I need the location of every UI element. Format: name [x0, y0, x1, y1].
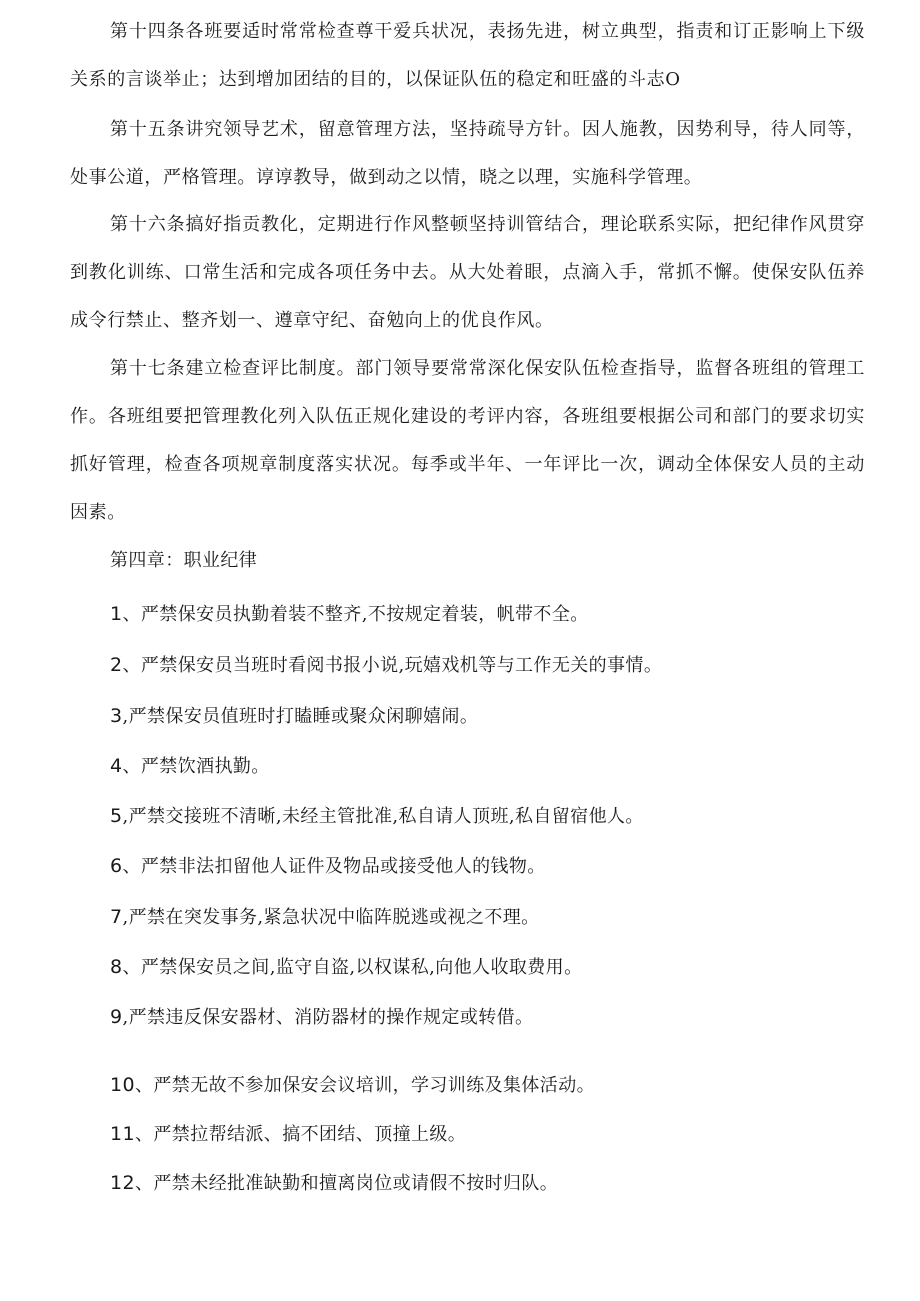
- rule-number: 10: [110, 1074, 135, 1096]
- rule-item: [110, 752, 270, 781]
- rule-separator: 、: [134, 1075, 154, 1096]
- rule-number: 8: [110, 956, 123, 978]
- rule-text: 严禁保安员执勤着装不整齐,不按规定着装，帆带不全。: [140, 604, 589, 625]
- article-14-paragraph: 第十四条各班要适时常常检查尊干爱兵状况，表扬先进，树立典型，指责和订正影响上下级关系的言谈举止；达到增加团结的目的，以保证队伍的稳定和旺盛的斗志O: [70, 21, 865, 90]
- rule-item: [110, 1120, 466, 1149]
- rule-separator: ,: [122, 806, 129, 827]
- rule-number: 1: [110, 603, 123, 625]
- rule-item: [110, 852, 546, 881]
- rule-separator: 、: [122, 756, 141, 777]
- rule-separator: 、: [122, 604, 141, 625]
- rule-text: 严禁非法扣留他人证件及物品或接受他人的钱物。: [140, 856, 546, 877]
- rule-item: [110, 802, 644, 831]
- article-15-paragraph: 第十五条讲究领导艺术，留意管理方法，坚持疏导方针。因人施教，因势利导，待人同等，处事公道，严格管理。谆谆教导，做到动之以情，晓之以理，实施科学管理。: [70, 119, 865, 188]
- chapter-title: 第四章：职业纪律: [110, 550, 258, 571]
- rule-number: 11: [110, 1123, 135, 1145]
- rule-separator: ,: [122, 907, 129, 928]
- rule-separator: ,: [122, 706, 129, 727]
- rule-number: 9: [110, 1006, 123, 1028]
- article-16-paragraph: 第十六条搞好指贡教化，定期进行作风整顿坚持训管结合，理论联系实际，把纪律作风贯穿到教化训练、口常生活和完成各项任务中去。从大处着眼，点滴入手，常抓不懈。使保安队伍养成令行禁止、整齐划一、遵章守纪、奋勉向上的优良作风。: [70, 214, 865, 331]
- rule-text: 严禁未经批准缺勤和擅离岗位或请假不按时归队。: [153, 1173, 559, 1194]
- rule-number: 4: [110, 755, 123, 777]
- rule-text: 严禁交接班不清晰,未经主管批准,私自请人顶班,私自留宿他人。: [128, 806, 644, 827]
- rule-text: 严禁违反保安器材、消防器材的操作规定或转借。: [128, 1007, 534, 1028]
- rule-item: [110, 903, 540, 932]
- rule-item: [110, 702, 478, 731]
- rule-text: 严禁饮酒执勤。: [140, 756, 270, 777]
- rule-item: [110, 1169, 558, 1198]
- rule-number: 7: [110, 906, 123, 928]
- rule-separator: 、: [134, 1124, 154, 1145]
- rule-separator: 、: [122, 655, 141, 676]
- rule-separator: 、: [122, 856, 141, 877]
- rule-text: 严禁保安员之间,监守自盗,以权谋私,向他人收取费用。: [140, 957, 583, 978]
- rule-number: 12: [110, 1172, 135, 1194]
- rule-item: [110, 1071, 595, 1100]
- rule-text: 严禁保安员当班时看阅书报小说,玩嬉戏机等与工作无关的事情。: [140, 655, 663, 676]
- rule-text: 严禁在突发事务,紧急状况中临阵脱逃或视之不理。: [128, 907, 540, 928]
- rule-number: 3: [110, 705, 123, 727]
- rule-text: 严禁拉帮结派、搞不团结、顶撞上级。: [153, 1124, 467, 1145]
- rule-number: 2: [110, 654, 123, 676]
- rule-item: [110, 1003, 533, 1032]
- rule-separator: ,: [122, 1007, 129, 1028]
- rule-separator: 、: [134, 1173, 154, 1194]
- rule-item: [110, 953, 582, 982]
- rule-text: 严禁保安员值班时打瞌睡或聚众闲聊嬉闹。: [128, 706, 479, 727]
- rule-item: [110, 651, 662, 680]
- rule-number: 5: [110, 805, 123, 827]
- article-17-paragraph: 第十七条建立检查评比制度。部门领导要常常深化保安队伍检查指导，监督各班组的管理工作。各班组要把管理教化列入队伍正规化建设的考评内容，各班组要根据公司和部门的要求切实抓好管理，检查各项规章制度落实状况。每季或半年、一年评比一次，调动全体保安人员的主动因素。: [70, 358, 865, 523]
- rule-text: 严禁无故不参加保安会议培训，学习训练及集体活动。: [153, 1075, 595, 1096]
- rule-number: 6: [110, 855, 123, 877]
- rule-separator: 、: [122, 957, 141, 978]
- rule-item: [110, 600, 589, 629]
